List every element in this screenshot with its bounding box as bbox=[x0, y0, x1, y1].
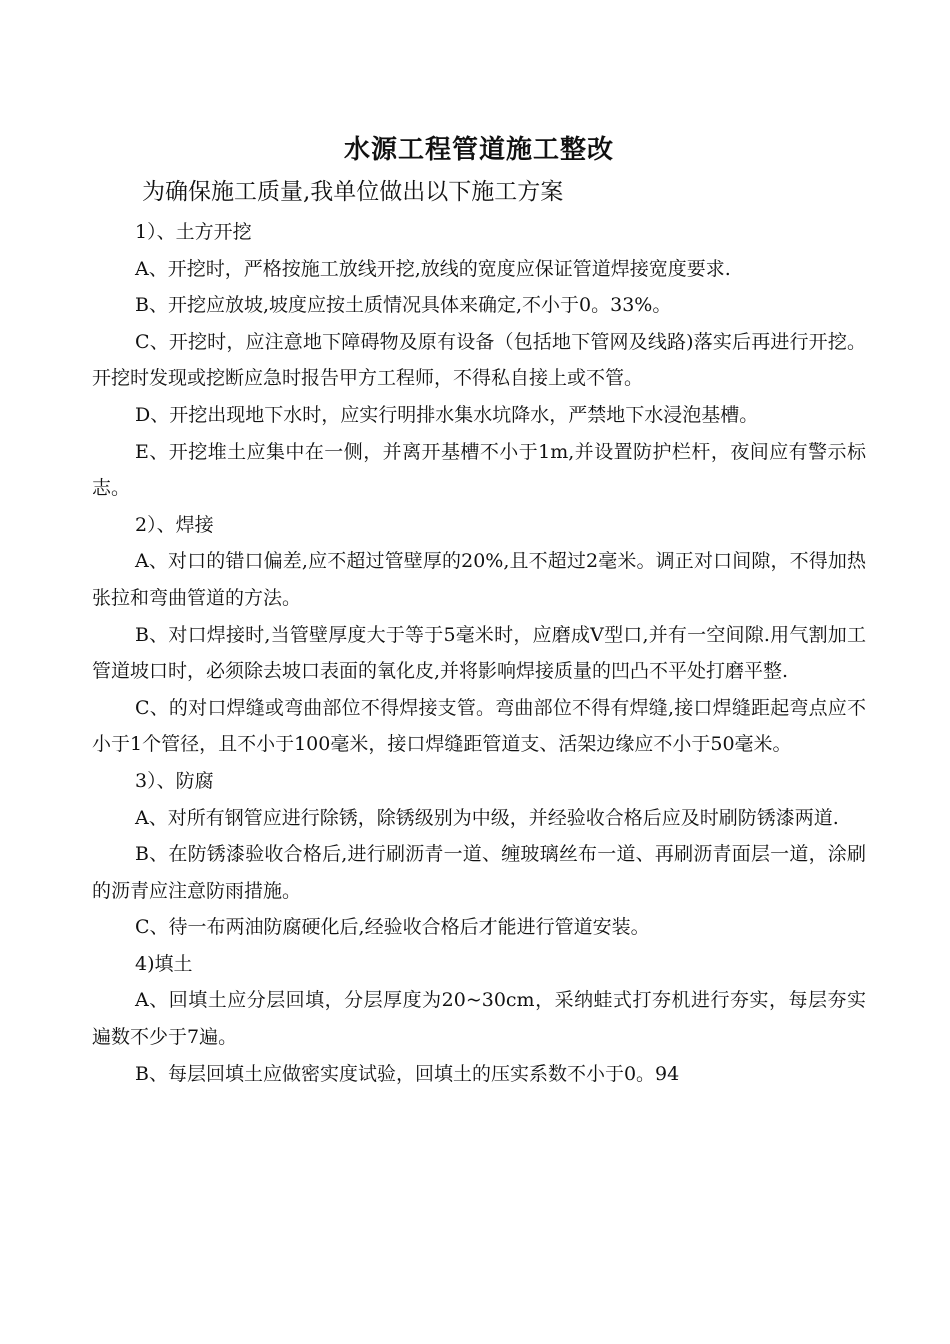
paragraph: B、开挖应放坡,坡度应按土质情况具体来确定,不小于0。33%。 bbox=[135, 294, 672, 317]
paragraph: A、开挖时，严格按施工放线开挖,放线的宽度应保证管道焊接宽度要求. bbox=[135, 257, 731, 280]
document-page bbox=[92, 128, 866, 1092]
paragraph: A、对所有钢管应进行除锈，除锈级别为中级，并经验收合格后应及时刷防锈漆两道. bbox=[135, 806, 839, 829]
document-title: 水源工程管道施工整改 bbox=[343, 135, 614, 165]
paragraph: D、开挖出现地下水时，应实行明排水集水坑降水，严禁地下水浸泡基槽。 bbox=[135, 403, 759, 426]
section-heading-welding: 2）、焊接 bbox=[135, 513, 214, 536]
section-heading-excavation: 1）、土方开挖 bbox=[135, 221, 252, 243]
paragraph: E、开挖堆土应集中在一侧，并离开基槽不小于1m,并设置防护栏杆，夜间应有警示标志。 bbox=[92, 440, 866, 500]
section-heading-anticorrosion: 3）、防腐 bbox=[135, 769, 214, 792]
paragraph: B、对口焊接时,当管壁厚度大于等于5毫米时，应磨成V型口,并有一空间隙.用气割加工管道坡口时，必须除去坡口表面的氧化皮,并将影响焊接质量的凹凸不平处打磨平整. bbox=[92, 623, 866, 683]
document-subtitle: 为确保施工质量,我单位做出以下施工方案 bbox=[142, 179, 564, 205]
paragraph: B、每层回填土应做密实度试验，回填土的压实系数不小于0。94 bbox=[135, 1062, 680, 1085]
paragraph: C、开挖时，应注意地下障碍物及原有设备（包括地下管网及线路)落实后再进行开挖。开挖时发现或挖断应急时报告甲方工程师，不得私自接上或不管。 bbox=[92, 330, 866, 390]
paragraph: A、对口的错口偏差,应不超过管壁厚的20%,且不超过2毫米。调正对口间隙，不得加热张拉和弯曲管道的方法。 bbox=[92, 550, 866, 609]
section-heading-backfill: 4)填土 bbox=[135, 952, 193, 975]
paragraph: A、回填土应分层回填，分层厚度为20~30cm，采纳蛙式打夯机进行夯实，每层夯实遍数不少于7遍。 bbox=[92, 989, 866, 1049]
paragraph: C、待一布两油防腐硬化后,经验收合格后才能进行管道安装。 bbox=[135, 916, 650, 939]
paragraph: B、在防锈漆验收合格后,进行刷沥青一道、缠玻璃丝布一道、再刷沥青面层一道，涂刷的沥青应注意防雨措施。 bbox=[92, 843, 866, 902]
paragraph: C、的对口焊缝或弯曲部位不得焊接支管。弯曲部位不得有焊缝,接口焊缝距起弯点应不小于1个管径，且不小于100毫米，接口焊缝距管道支、活架边缘应不小于50毫米。 bbox=[92, 696, 866, 756]
